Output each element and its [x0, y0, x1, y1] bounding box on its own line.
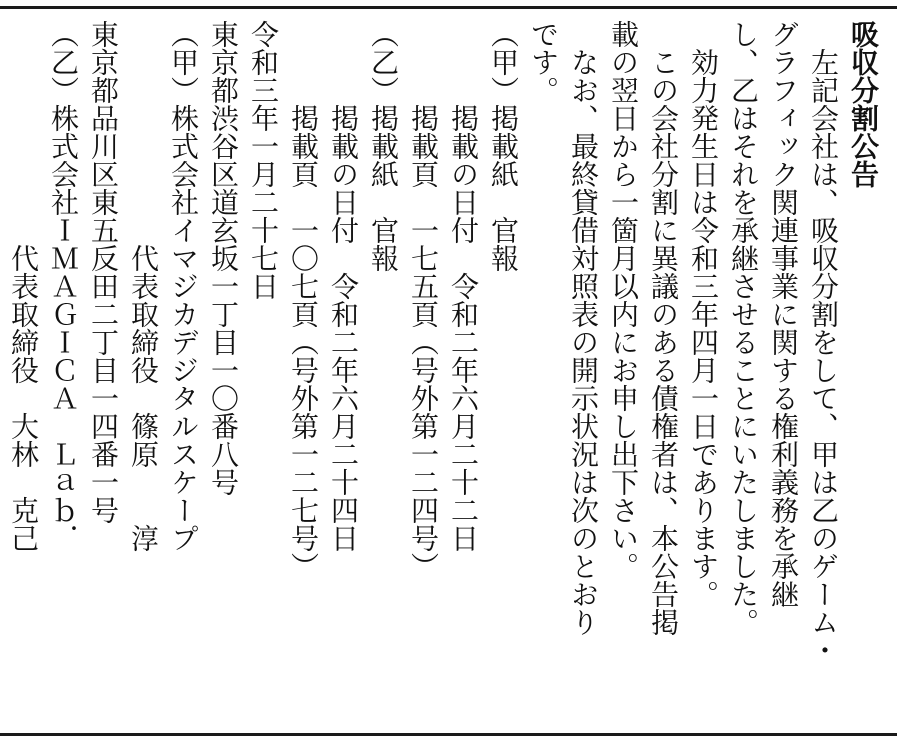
- disclosure-line: 掲載頁 一〇七頁（号外第一二七号）: [287, 20, 320, 580]
- disclosure-line: （甲）掲載紙 官報: [487, 20, 520, 272]
- notice-date: 令和三年一月二十七日: [247, 20, 280, 300]
- body-line: この会社分割に異議のある債権者は、本公告掲: [647, 20, 680, 636]
- body-line: グラフィック関連事業に関する権利義務を承継: [767, 20, 800, 608]
- body-line: 載の翌日から一箇月以内にお申し出下さい。: [607, 20, 640, 580]
- company-representative: 代表取締役 大林 克己: [7, 20, 40, 552]
- body-line: です。: [527, 20, 560, 104]
- disclosure-line: （乙）掲載紙 官報: [367, 20, 400, 272]
- body-line: なお、最終貸借対照表の開示状況は次のとおり: [567, 20, 600, 636]
- top-rule: [0, 6, 897, 9]
- body-line: 左記会社は、吸収分割をして、甲は乙のゲーム・: [807, 20, 840, 664]
- company-name: （甲）株式会社イマジカデジタルスケープ: [167, 20, 200, 552]
- public-notice: [7, 20, 883, 720]
- body-line: 効力発生日は令和三年四月一日であります。: [687, 20, 720, 608]
- disclosure-line: 掲載頁 一七五頁（号外第一二四号）: [407, 20, 440, 580]
- company-name: （乙）株式会社ＩＭＡＧＩＣＡ Ｌａｂ．: [47, 20, 80, 552]
- body-line: し、乙はそれを承継させることにいたしました。: [727, 20, 760, 636]
- company-address: 東京都渋谷区道玄坂一丁目一〇番八号: [207, 20, 240, 496]
- bottom-rule: [0, 733, 897, 736]
- notice-title: 吸収分割公告: [847, 20, 880, 188]
- company-address: 東京都品川区東五反田二丁目一四番一号: [87, 20, 120, 524]
- disclosure-line: 掲載の日付 令和二年六月二十二日: [447, 20, 480, 552]
- company-representative: 代表取締役 篠原 淳: [127, 20, 160, 552]
- disclosure-line: 掲載の日付 令和二年六月二十四日: [327, 20, 360, 552]
